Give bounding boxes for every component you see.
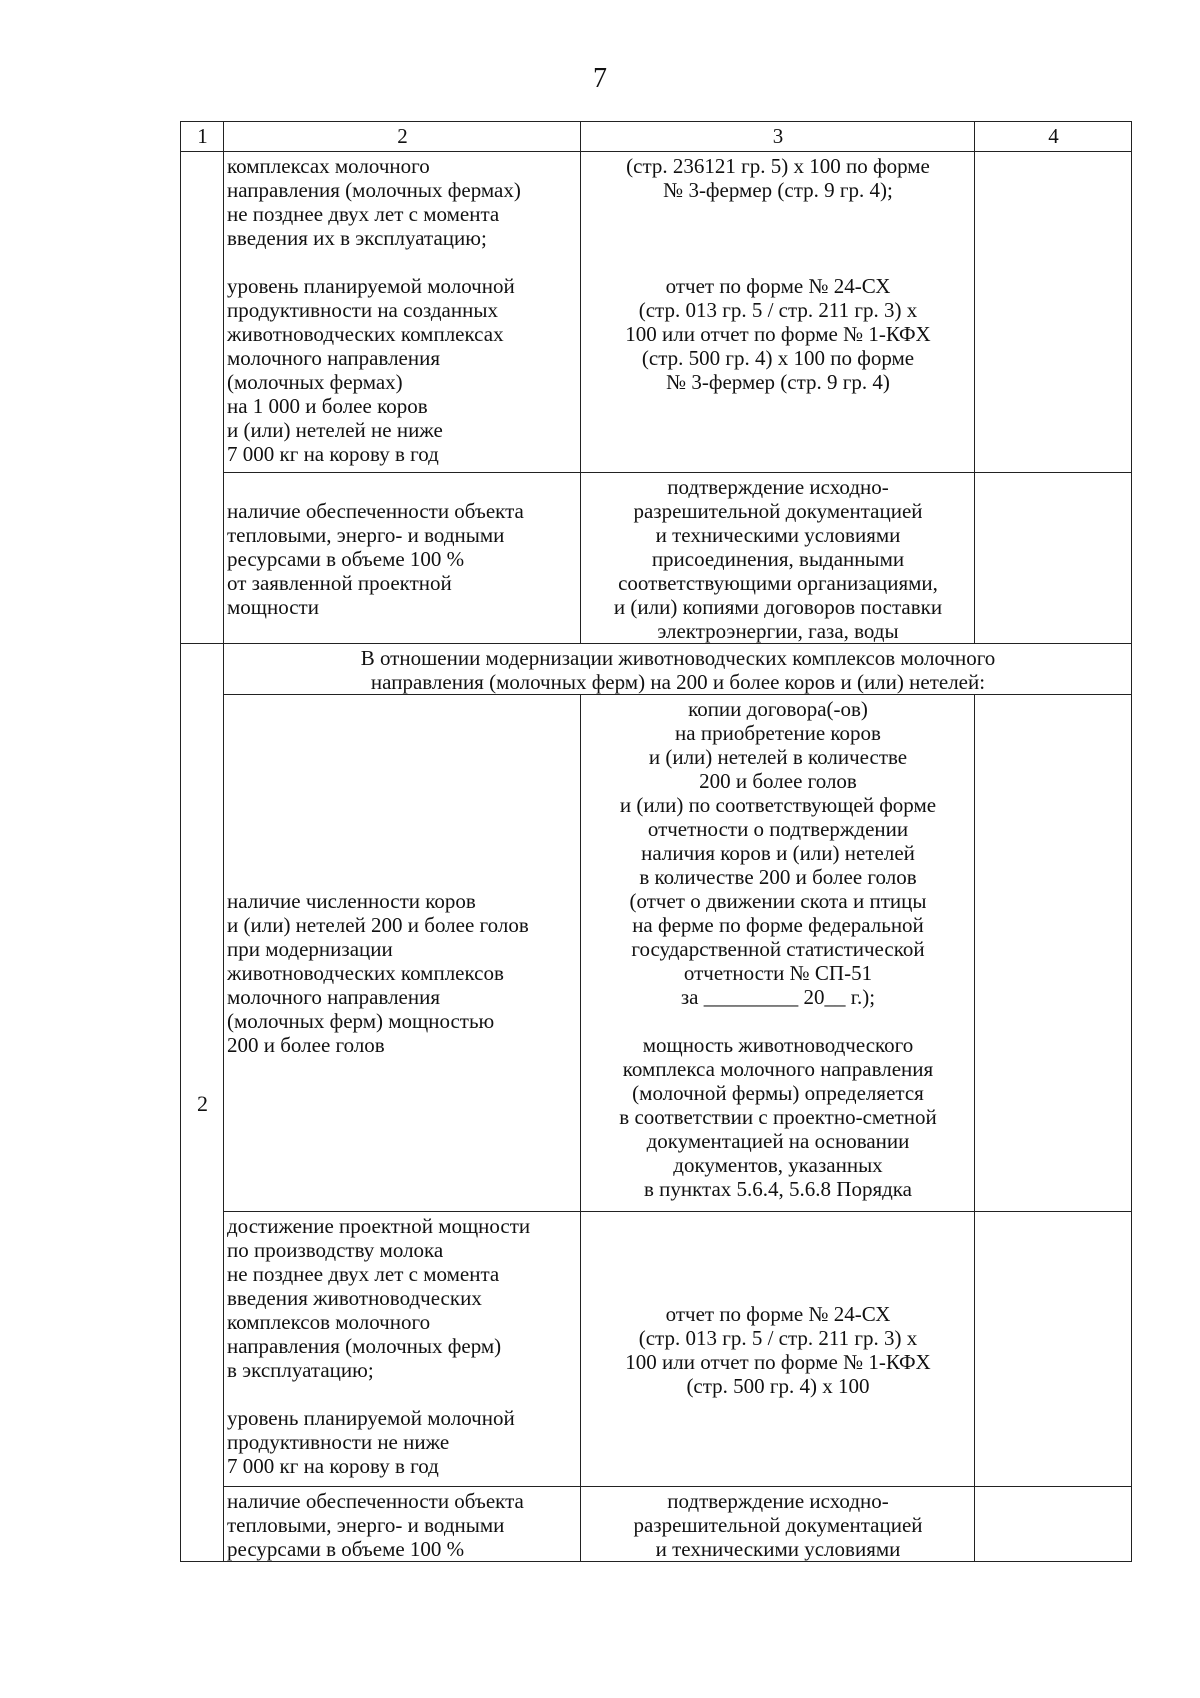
criterion-text: достижение проектной мощности по производству молока не позднее двух лет с момента введения животноводческих комплексов молочного направления (молочных ферм) в эксплуатацию;	[227, 1214, 531, 1382]
table-row	[181, 695, 1132, 1212]
table-row	[181, 473, 1132, 644]
notes-cell	[975, 695, 1132, 1212]
document-text: отчет по форме № 24-СХ (стр. 013 гр. 5 / стр. 211 гр. 3) х 100 или отчет по форме № 1-КФХ (стр. 500 гр. 4) х 100	[625, 1302, 931, 1398]
header-col-3: 3	[581, 122, 975, 152]
criterion-text: комплексах молочного направления (молочных фермах) не позднее двух лет с момента введения их в эксплуатацию;	[227, 154, 521, 250]
document-cell	[581, 1487, 975, 1562]
criterion-cell	[224, 1487, 581, 1562]
document-cell	[581, 695, 975, 1212]
document-text: отчет по форме № 24-СХ (стр. 013 гр. 5 / стр. 211 гр. 3) х 100 или отчет по форме № 1-КФХ (стр. 500 гр. 4) х 100 по форме № 3-фермер (стр. 9 гр. 4)	[625, 274, 931, 394]
criterion-text: уровень планируемой молочной продуктивности не ниже 7 000 кг на корову в год	[227, 1406, 515, 1478]
criterion-cell	[224, 473, 581, 644]
table-row	[181, 152, 1132, 473]
criterion-text: уровень планируемой молочной продуктивности на созданных животноводческих комплексах молочного направления (молочных фермах) на 1 000 и более коров и (или) нетелей не ниже 7 000 кг на корову в год	[227, 274, 515, 466]
row-number-cell	[181, 152, 224, 644]
page-number: 7	[593, 63, 607, 94]
document-text: (стр. 236121 гр. 5) х 100 по форме № 3-фермер (стр. 9 гр. 4);	[626, 154, 930, 202]
criterion-text: наличие численности коров и (или) нетелей 200 и более голов при модернизации животноводческих комплексов молочного направления (молочных ферм) мощностью 200 и более голов	[227, 889, 529, 1057]
criteria-table	[180, 121, 1132, 1562]
header-col-2: 2	[224, 122, 581, 152]
criterion-cell	[224, 1212, 581, 1487]
table-header-row	[181, 122, 1132, 152]
table-row	[181, 1487, 1132, 1562]
table-row	[181, 1212, 1132, 1487]
notes-cell	[975, 152, 1132, 473]
document-cell	[581, 473, 975, 644]
criterion-cell	[224, 695, 581, 1212]
row-number-cell: 2	[181, 644, 224, 1562]
criterion-text: наличие обеспеченности объекта тепловыми, энерго- и водными ресурсами в объеме 100 % от заявленной проектной мощности	[227, 499, 524, 619]
notes-cell	[975, 1212, 1132, 1487]
section-title-row	[181, 644, 1132, 695]
document-text: мощность животноводческого комплекса молочного направления (молочной фермы) определяется в соответствии с проектно-сметной документацией на основании документов, указанных в пунктах 5.6.4, 5.6.8 Порядка	[619, 1033, 937, 1201]
document-cell	[581, 152, 975, 473]
document-text: копии договора(-ов) на приобретение коров и (или) нетелей в количестве 200 и более голов и (или) по соответствующей форме отчетности о подтверждении наличия коров и (или) нетелей в количестве 200 и более голов (отчет о движении скота и птицы на ферме по форме федеральной государственной статистической отчетности № СП-51 за _________ 20__ г.);	[619, 697, 937, 1009]
header-col-1: 1	[181, 122, 224, 152]
notes-cell	[975, 1487, 1132, 1562]
criterion-text: наличие обеспеченности объекта тепловыми, энерго- и водными ресурсами в объеме 100 %	[227, 1489, 524, 1561]
header-col-4: 4	[975, 122, 1132, 152]
criterion-cell	[224, 152, 581, 473]
notes-cell	[975, 473, 1132, 644]
section-title: В отношении модернизации животноводческих комплексов молочного направления (молочных ферм) на 200 и более коров и (или) нетелей:	[224, 644, 1132, 695]
document-cell	[581, 1212, 975, 1487]
document-text: подтверждение исходно- разрешительной документацией и техническими условиями	[633, 1489, 923, 1561]
document-text: подтверждение исходно- разрешительной документацией и техническими условиями присоединения, выданными соответствующими организациями, и (или) копиями договоров поставки электроэнергии, газа, воды	[613, 475, 943, 643]
